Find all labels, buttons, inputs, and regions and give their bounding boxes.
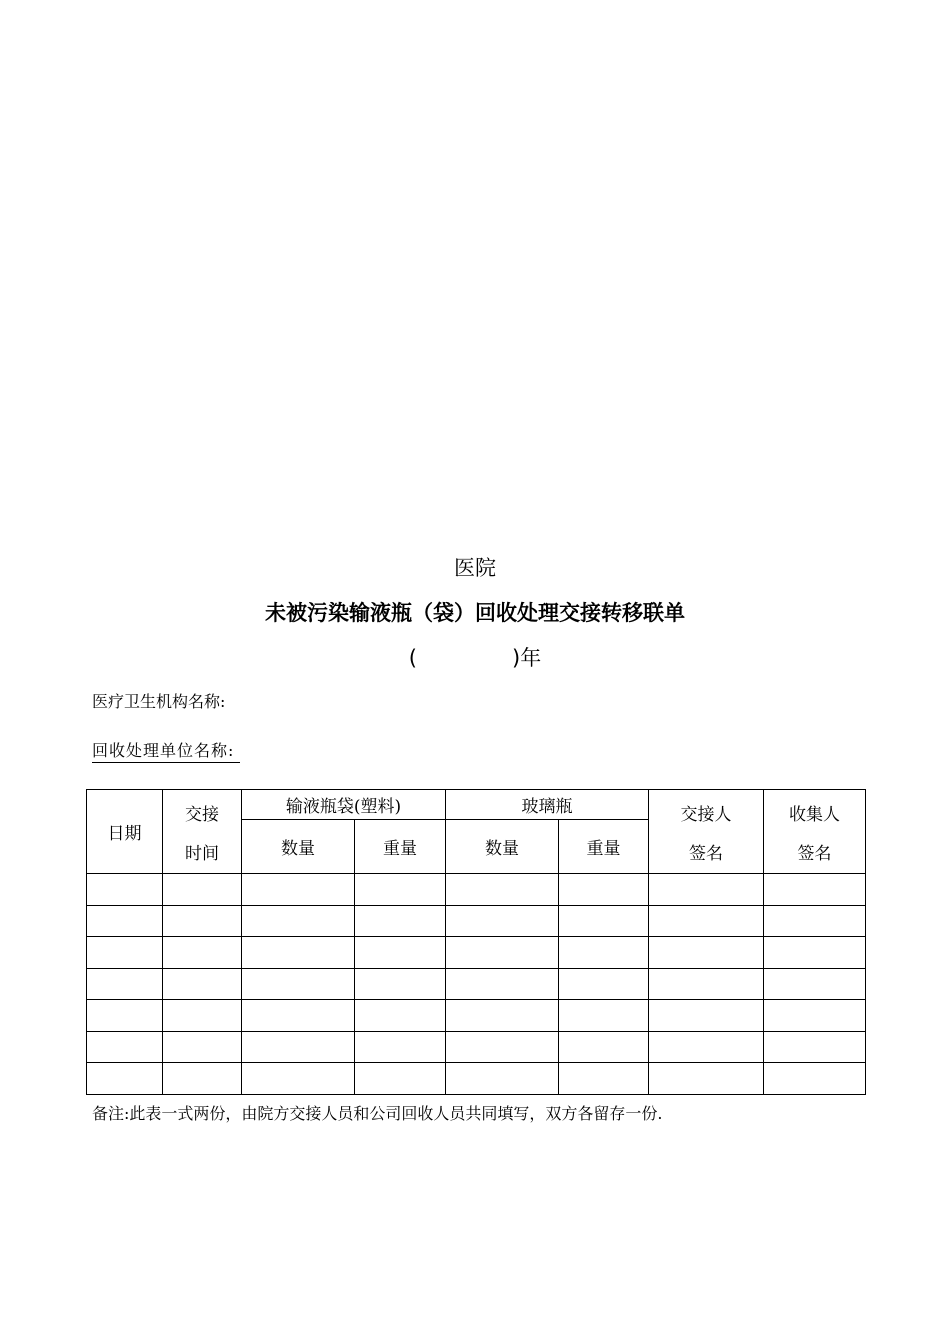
- cell[interactable]: [764, 1000, 866, 1032]
- cell[interactable]: [87, 1000, 163, 1032]
- cell[interactable]: [242, 937, 355, 969]
- cell[interactable]: [163, 1063, 242, 1095]
- table-row: [87, 1031, 866, 1063]
- cell[interactable]: [163, 1000, 242, 1032]
- cell[interactable]: [87, 905, 163, 937]
- cell[interactable]: [559, 874, 649, 906]
- cell[interactable]: [764, 968, 866, 1000]
- institution-name-label: 医疗卫生机构名称:: [92, 692, 226, 711]
- header-glass-group: 玻璃瓶: [446, 790, 649, 820]
- cell[interactable]: [355, 968, 446, 1000]
- cell[interactable]: [446, 874, 559, 906]
- cell[interactable]: [649, 905, 764, 937]
- cell[interactable]: [355, 905, 446, 937]
- cell[interactable]: [242, 1000, 355, 1032]
- cell[interactable]: [764, 874, 866, 906]
- cell[interactable]: [87, 1063, 163, 1095]
- cell[interactable]: [242, 1063, 355, 1095]
- year-open-paren: (: [408, 646, 417, 670]
- cell[interactable]: [87, 937, 163, 969]
- cell[interactable]: [649, 937, 764, 969]
- handover-table: [86, 789, 866, 1095]
- cell[interactable]: [559, 905, 649, 937]
- header-glass-quantity: 数量: [446, 820, 559, 874]
- cell[interactable]: [764, 905, 866, 937]
- cell[interactable]: [649, 874, 764, 906]
- cell[interactable]: [764, 1063, 866, 1095]
- table-row: [87, 874, 866, 906]
- cell[interactable]: [764, 937, 866, 969]
- recycler-name-label: 回收处理单位名称:: [92, 738, 240, 763]
- header-date: 日期: [87, 790, 163, 874]
- cell[interactable]: [355, 1031, 446, 1063]
- cell[interactable]: [446, 937, 559, 969]
- cell[interactable]: [559, 1031, 649, 1063]
- footnote: 备注:此表一式两份，由院方交接人员和公司回收人员共同填写，双方各留存一份.: [92, 1104, 663, 1123]
- header-handover-person: 交接人 签名: [649, 790, 764, 874]
- table-row: [87, 937, 866, 969]
- cell[interactable]: [559, 937, 649, 969]
- cell[interactable]: [163, 905, 242, 937]
- table-row: [87, 1000, 866, 1032]
- header-glass-weight: 重量: [559, 820, 649, 874]
- cell[interactable]: [446, 1000, 559, 1032]
- cell[interactable]: [87, 968, 163, 1000]
- year-line: [0, 642, 950, 672]
- header-collector: 收集人 签名: [764, 790, 866, 874]
- form-title: 未被污染输液瓶（袋）回收处理交接转移联单: [265, 601, 685, 625]
- header-handover-time: 交接 时间: [163, 790, 242, 874]
- header-plastic-group: 输液瓶袋(塑料): [242, 790, 446, 820]
- cell[interactable]: [649, 1063, 764, 1095]
- cell[interactable]: [163, 874, 242, 906]
- cell[interactable]: [163, 968, 242, 1000]
- hospital-name: 医院: [454, 556, 496, 580]
- cell[interactable]: [764, 1031, 866, 1063]
- cell[interactable]: [649, 1031, 764, 1063]
- cell[interactable]: [163, 1031, 242, 1063]
- table-row: [87, 968, 866, 1000]
- cell[interactable]: [87, 874, 163, 906]
- cell[interactable]: [242, 1031, 355, 1063]
- cell[interactable]: [559, 968, 649, 1000]
- cell[interactable]: [559, 1000, 649, 1032]
- cell[interactable]: [446, 968, 559, 1000]
- cell[interactable]: [242, 905, 355, 937]
- cell[interactable]: [559, 1063, 649, 1095]
- header-plastic-weight: 重量: [355, 820, 446, 874]
- cell[interactable]: [649, 1000, 764, 1032]
- table-row: [87, 1063, 866, 1095]
- cell[interactable]: [446, 905, 559, 937]
- cell[interactable]: [446, 1031, 559, 1063]
- cell[interactable]: [649, 968, 764, 1000]
- cell[interactable]: [355, 874, 446, 906]
- cell[interactable]: [242, 968, 355, 1000]
- cell[interactable]: [87, 1031, 163, 1063]
- table-row: [87, 905, 866, 937]
- year-close: )年: [512, 646, 542, 670]
- cell[interactable]: [355, 1000, 446, 1032]
- cell[interactable]: [355, 1063, 446, 1095]
- cell[interactable]: [355, 937, 446, 969]
- cell[interactable]: [163, 937, 242, 969]
- header-plastic-quantity: 数量: [242, 820, 355, 874]
- cell[interactable]: [446, 1063, 559, 1095]
- cell[interactable]: [242, 874, 355, 906]
